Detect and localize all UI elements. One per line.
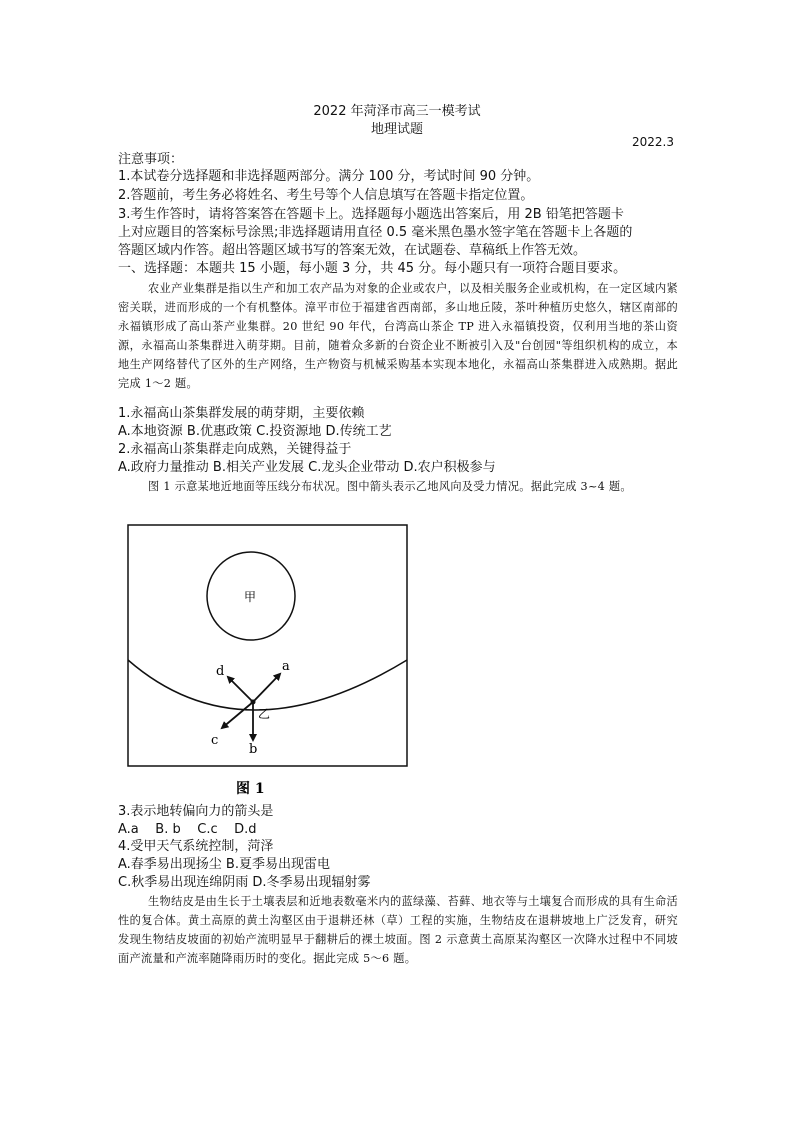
passage-biocrust: [118, 892, 678, 968]
arrow-c: [222, 702, 253, 728]
arrow-d: [228, 677, 253, 702]
figure-1: [118, 512, 448, 802]
note-item-3-line-2: 上对应题目的答案标号涂黑;非选择题请用直径 0.5 毫米黑色墨水签字笔在答题卡上各题的: [118, 225, 633, 240]
label-c: c: [211, 733, 219, 748]
question-3-options: A.a B. b C.c D.d: [118, 822, 257, 837]
notes-heading: 注意事项：: [118, 152, 184, 167]
question-2: 2.永福高山茶集群走向成熟，关键得益于: [118, 442, 352, 457]
question-4: 4.受甲天气系统控制，菏泽: [118, 839, 274, 854]
passage-biocrust-text: 生物结皮是由生长于土壤表层和近地表数毫米内的蓝绿藻、苔藓、地衣等与土壤复合而形成的具有生命活性的复合体。黄土高原的黄土沟壑区由于退耕还林（草）工程的实施，生物结皮在退耕坡地上广泛发育，研究发现生物结皮坡面的初始产流明显早于翻耕后的裸土坡面。图 2 示意黄土高原某沟壑区一次降水过程中不同坡面产流量和产流率随降雨历时的变化。据此完成 5～6 题。: [118, 895, 678, 965]
question-4-options-2: C.秋季易出现连绵阴雨 D.冬季易出现辐射雾: [118, 875, 371, 890]
question-4-options-1: A.春季易出现扬尘 B.夏季易出现雷电: [118, 857, 330, 872]
label-b: b: [249, 742, 258, 757]
passage-tea-cluster: [118, 279, 678, 393]
figure-caption: 图 1: [236, 781, 265, 797]
label-yi: 乙: [258, 707, 271, 721]
arrow-a: [253, 674, 280, 702]
passage-tea-cluster-text: 农业产业集群是指以生产和加工农产品为对象的企业或农户，以及相关服务企业或机构，在一定区域内紧密关联，进而形成的一个有机整体。漳平市位于福建省西南部，多山地丘陵，茶叶种植历史悠久，辖区南部的永福镇形成了高山茶产业集群。20 世纪 90 年代，台湾高山茶企 TP 进入永福镇投资，仅利用当地的茶山资源，永福高山茶集群进入萌芽期。目前，随着众多新的台资企业不断被引入及"台创园"等组织机构的成立，本地生产网络替代了区外的生产网络，生产物资与机械采购基本实现本地化，永福高山茶集群进入成熟期。据此完成 1～2 题。: [118, 282, 678, 390]
label-d: d: [216, 664, 225, 679]
note-item-3-line-1: 3.考生作答时，请将答案答在答题卡上。选择题每小题选出答案后，用 2B 铅笔把答题卡: [118, 207, 624, 222]
section-heading: 一、选择题：本题共 15 小题，每小题 3 分，共 45 分。每小题只有一项符合题目要求。: [118, 261, 627, 276]
note-item-1: 1.本试卷分选择题和非选择题两部分。满分 100 分，考试时间 90 分钟。: [118, 169, 540, 184]
note-item-2: 2.答题前，考生务必将姓名、考生号等个人信息填写在答题卡指定位置。: [118, 188, 534, 203]
question-2-options: A.政府力量推动 B.相关产业发展 C.龙头企业带动 D.农户积极参与: [118, 460, 496, 475]
note-item-3-line-3: 答题区域内作答。超出答题区域书写的答案无效，在试题卷、草稿纸上作答无效。: [118, 243, 587, 258]
exam-date: 2022.3: [632, 135, 674, 149]
question-1-options: A.本地资源 B.优惠政策 C.投资源地 D.传统工艺: [118, 424, 392, 439]
passage-isobar-text: 图 1 示意某地近地面等压线分布状况。图中箭头表示乙地风向及受力情况。据此完成 3~4 题。: [148, 480, 632, 493]
isobar-curve: [128, 660, 407, 710]
isobar-diagram: [118, 512, 448, 802]
question-3: 3.表示地转偏向力的箭头是: [118, 804, 274, 819]
label-jia: 甲: [244, 590, 257, 604]
question-1: 1.永福高山茶集群发展的萌芽期，主要依赖: [118, 406, 365, 421]
label-a: a: [282, 659, 290, 674]
exam-title: 2022 年菏泽市高三一模考试: [313, 104, 481, 119]
exam-subject: 地理试题: [370, 122, 423, 137]
map-frame: [128, 525, 407, 766]
passage-isobar: [118, 477, 678, 496]
